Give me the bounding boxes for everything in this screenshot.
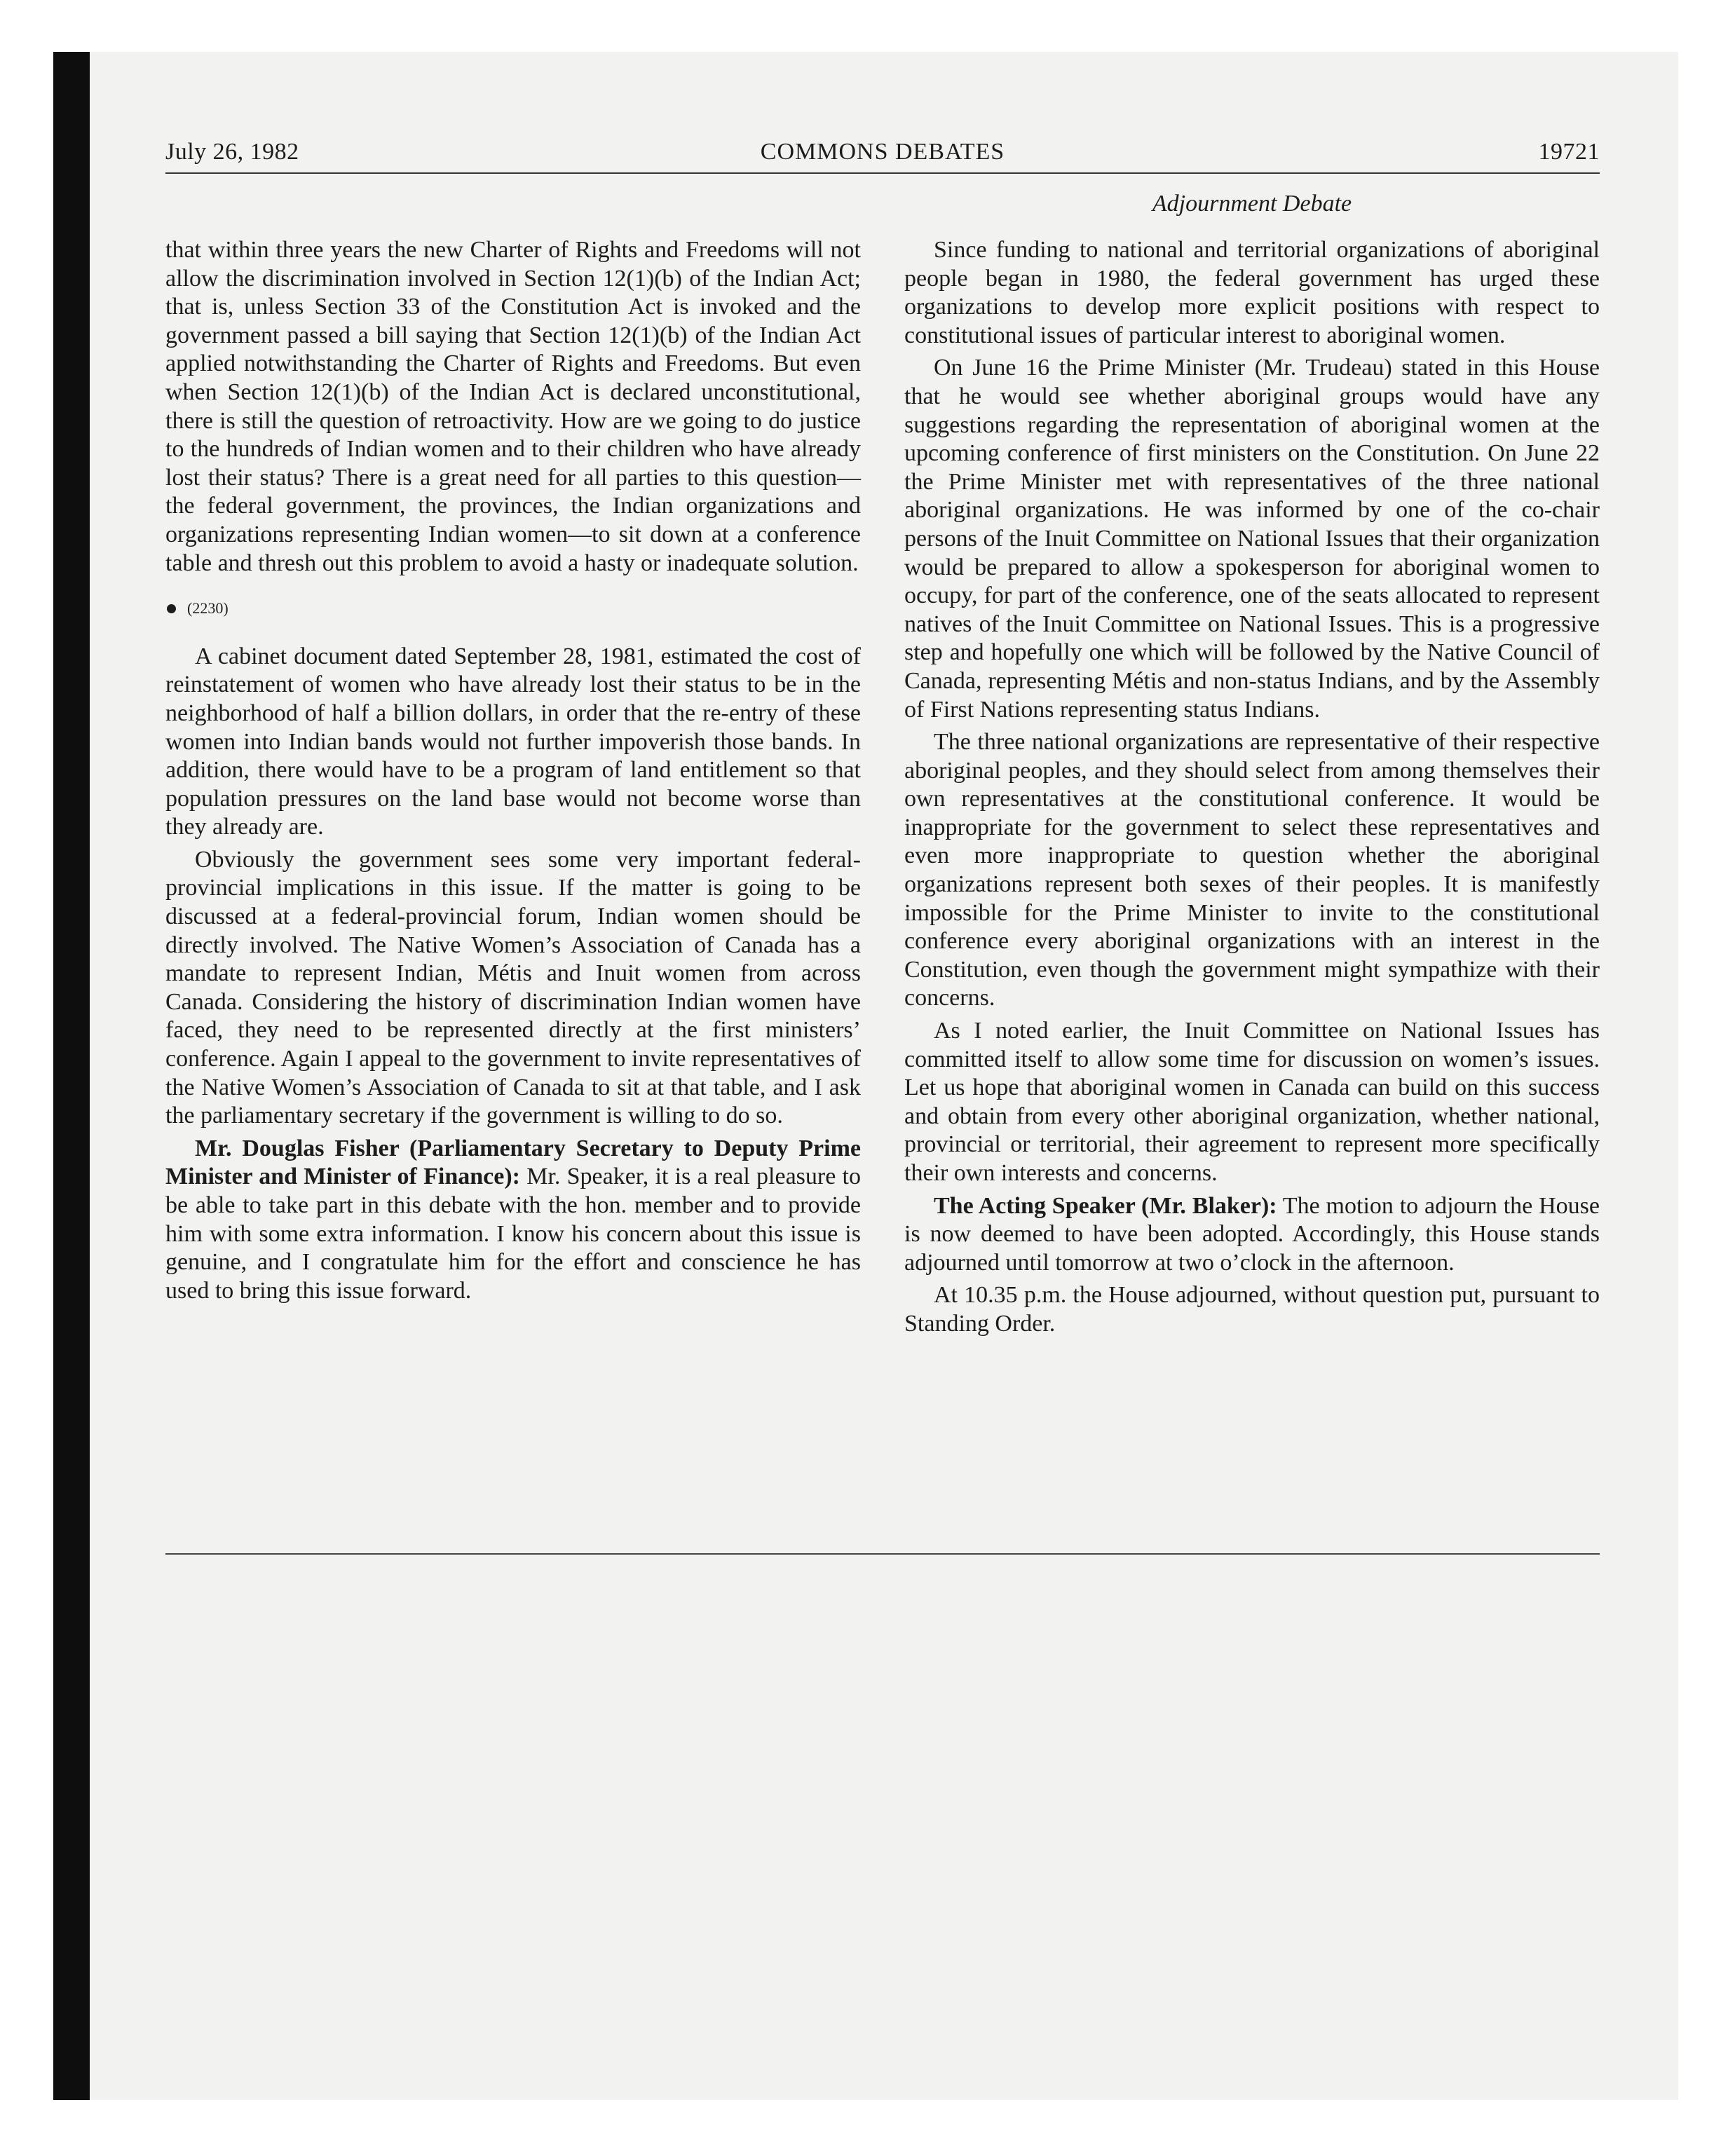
- footer-rule: [165, 1553, 1600, 1555]
- speaker-paragraph: [904, 1192, 1600, 1278]
- paragraph: Obviously the government sees some very important federal-provincial implications in this issue. If the matter is going to be discussed at a federal-provincial forum, Indian women should be directly involved. The Native Women’s Association of Canada has a mandate to represent Indian, Métis and Inuit women from across Canada. Considering the history of discrimination Indian women have faced, they need to be represented directly at the first ministers’ conference. Again I appeal to the government to invite representatives of the Native Women’s Association of Canada to sit at that table, and I ask the parliamentary secretary if the government is willing to do so.: [165, 846, 861, 1129]
- speaker-name: Mr. Douglas Fisher (Parliamentary Secretary to Deputy Prime Minister and Minister of Finance):: [165, 1135, 861, 1190]
- paragraph: A cabinet document dated September 28, 1981, estimated the cost of reinstatement of women who have already lost their status to be in the neighborhood of half a billion dollars, in order that the re-entry of these women into Indian bands would not further impoverish those bands. In addition, there would have to be a program of land entitlement so that population pressures on the land base would not become worse than they already are.: [165, 643, 861, 840]
- header-rule: [165, 172, 1600, 174]
- page-number: 19721: [1538, 139, 1600, 165]
- paragraph: As I noted earlier, the Inuit Committee on National Issues has committed itself to allow some time for discussion on women’s issues. Let us hope that aboriginal women in Canada can build on this success and obtain from every other aboriginal organization, whether national, provincial or territorial, their agreement to represent more specifically their own interests and concerns.: [904, 1018, 1600, 1186]
- left-column: [165, 236, 861, 1309]
- bullet-icon: [167, 604, 176, 613]
- header-date: July 26, 1982: [165, 139, 299, 165]
- paragraph: At 10.35 p.m. the House adjourned, without question put, pursuant to Standing Order.: [904, 1282, 1600, 1337]
- binding-edge: [53, 52, 90, 2100]
- running-header: [165, 139, 1600, 172]
- paragraph: Since funding to national and territorial organizations of aboriginal people began in 1980, the federal government has urged these organizations to develop more explicit positions with respect to constitutional issues of particular interest to aboriginal women.: [904, 237, 1600, 348]
- section-heading: Adjournment Debate: [1152, 191, 1352, 217]
- speaker-name: The Acting Speaker (Mr. Blaker):: [934, 1192, 1277, 1219]
- time-marker: [165, 594, 861, 623]
- time-marker-label: (2230): [187, 599, 229, 618]
- right-column: [904, 236, 1600, 1343]
- paragraph: On June 16 the Prime Minister (Mr. Trudeau) stated in this House that he would see whether aboriginal groups would have any suggestions regarding the representation of aboriginal women at the upcoming conference of first ministers on the Constitution. On June 22 the Prime Minister met with representatives of the three national aboriginal organizations. He was informed by one of the co-chair persons of the Inuit Committee on National Issues that their organization would be prepared to allow a spokesperson for aboriginal women to occupy, for part of the conference, one of the seats allocated to represent natives of the Inuit Committee on National Issues. This is a progressive step and hopefully one which will be followed by the Native Council of Canada, representing Métis and non-status Indians, and by the Assembly of First Nations representing status Indians.: [904, 355, 1600, 723]
- speaker-paragraph: [165, 1135, 861, 1306]
- speech-text: Mr. Speaker, it is a real pleasure to be able to take part in this debate with the hon. member and to provide him with some extra information. I know his concern about this issue is genuine, and I congratulate him for the effort and conscience he has used to bring this issue forward.: [165, 1164, 861, 1304]
- paragraph: The three national organizations are representative of their respective aboriginal peoples, and they should select from among themselves their own representatives at the constitutional conference. It would be inappropriate for the government to select these representatives and even more inappropriate to question whether the aboriginal organizations represent both sexes of their peoples. It is manifestly impossible for the Prime Minister to invite to the constitutional conference every aboriginal organizations with an interest in the Constitution, even though the government might sympathize with their concerns.: [904, 729, 1600, 1011]
- header-title: COMMONS DEBATES: [760, 139, 1005, 165]
- paragraph: that within three years the new Charter of Rights and Freedoms will not allow the discrimination involved in Section 12(1)(b) of the Indian Act; that is, unless Section 33 of the Constitution Act is invoked and the government passed a bill saying that Section 12(1)(b) of the Indian Act applied notwithstanding the Charter of Rights and Freedoms. But even when Section 12(1)(b) of the Indian Act is declared unconstitutional, there is still the question of retroactivity. How are we going to do justice to the hundreds of Indian women and to their children who have already lost their status? There is a great need for all parties to this question—the federal government, the provinces, the Indian organizations and organizations representing Indian women—to sit down at a conference table and thresh out this problem to avoid a hasty or inadequate solution.: [165, 237, 861, 576]
- speech-text: The motion to adjourn the House is now deemed to have been adopted. Accordingly, this House stands adjourned until tomorrow at two o’clock in the afternoon.: [904, 1192, 1600, 1276]
